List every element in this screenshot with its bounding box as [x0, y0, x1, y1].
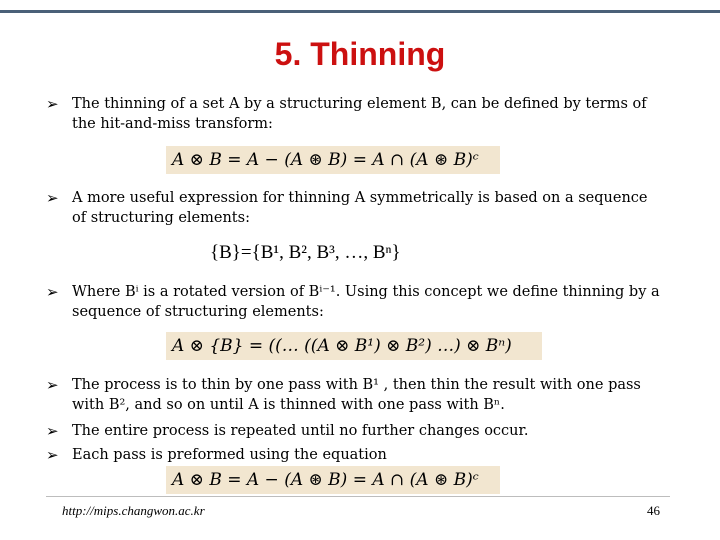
footer-rule: [46, 496, 670, 497]
formula-pass-equation: A ⊗ B = A − (A ⊛ B) = A ∩ (A ⊛ B)ᶜ: [166, 466, 500, 494]
arrow-bullet-icon: ➢: [46, 189, 59, 207]
slide-title: 5. Thinning: [274, 36, 446, 72]
bullet-text: A more useful expression for thinning A symmetrically is based on a sequence of structuring elements:: [72, 190, 648, 226]
formula-sequence-thinning: A ⊗ {B} = ((… ((A ⊗ B¹) ⊗ B²) …) ⊗ Bⁿ): [166, 332, 542, 360]
arrow-bullet-icon: ➢: [46, 95, 59, 113]
arrow-bullet-icon: ➢: [46, 283, 59, 301]
arrow-bullet-icon: ➢: [46, 422, 59, 440]
footer-url[interactable]: http://mips.changwon.ac.kr: [62, 503, 205, 518]
bullet-text: The process is to thin by one pass with B¹ , then thin the result with one pass with B², and so on until A is thinned with one pass with Bⁿ.: [72, 377, 641, 413]
page-number: 46: [647, 503, 660, 518]
bullet-text: Each pass is preformed using the equation: [72, 447, 387, 463]
bullet-text: The thinning of a set A by a structuring element B, can be defined by terms of the hit-and-miss transform:: [72, 96, 647, 132]
bullet-text: The entire process is repeated until no further changes occur.: [72, 423, 529, 439]
top-rule: [0, 10, 720, 13]
arrow-bullet-icon: ➢: [46, 446, 59, 464]
formula-structuring-sequence: {B}={B¹, B², B³, …, Bⁿ}: [210, 242, 401, 263]
formula-thinning-definition: A ⊗ B = A − (A ⊛ B) = A ∩ (A ⊛ B)ᶜ: [166, 146, 500, 174]
arrow-bullet-icon: ➢: [46, 376, 59, 394]
bullet-text: Where Bⁱ is a rotated version of Bⁱ⁻¹. Using this concept we define thinning by a sequence of structuring elements:: [72, 284, 660, 320]
